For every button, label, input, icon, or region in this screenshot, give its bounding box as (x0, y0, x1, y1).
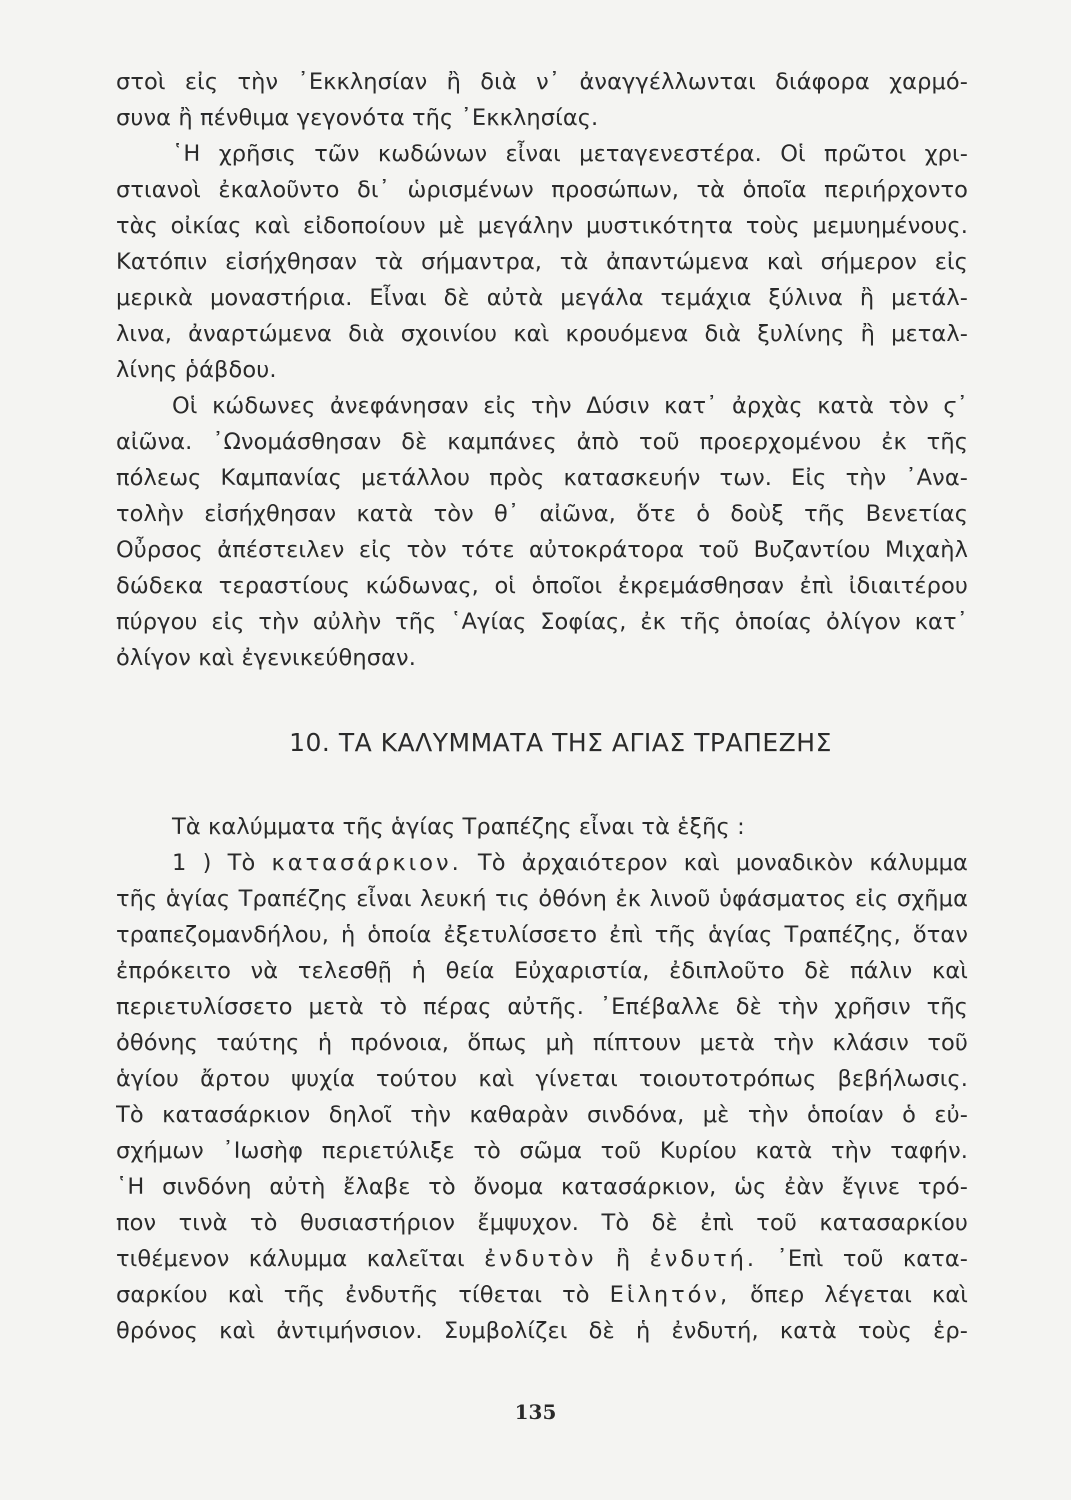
item-1-first-line (116, 845, 968, 881)
text-line: αἰῶνα. ᾿Ωνομάσθησαν δὲ καμπάνες ἀπὸ τοῦ προερχομένου ἐκ τῆς (116, 429, 968, 455)
text-line: ὀθόνης ταύτης ἡ πρόνοια, ὅπως μὴ πίπτουν μετὰ τὴν κλάσιν τοῦ (116, 1030, 968, 1056)
text-line: δώδεκα τεραστίους κώδωνας, οἱ ὁποῖοι ἐκρεμάσθησαν ἐπὶ ἰδιαιτέρου (116, 573, 968, 599)
text-line: Κατόπιν εἰσήχθησαν τὰ σήμαντρα, τὰ ἀπαντώμενα καὶ σήμερον εἰς (116, 249, 968, 275)
text-line: ῾Η σινδόνη αὐτὴ ἔλαβε τὸ ὄνομα κατασάρκιον, ὡς ἐὰν ἔγινε τρό- (116, 1174, 968, 1200)
text-line: συνα ἢ πένθιμα γεγονότα τῆς ᾿Εκκλησίας. (116, 105, 599, 131)
text-line: τραπεζομανδήλου, ἡ ὁποία ἐξετυλίσσετο ἐπὶ τῆς ἁγίας Τραπέζης, ὅταν (116, 922, 968, 948)
line-part: ἢ (596, 1246, 650, 1272)
intro-line: Τὰ καλύμματα τῆς ἁγίας Τραπέζης εἶναι τὰ ἑξῆς : (172, 814, 745, 840)
text-line: πύργου εἰς τὴν αὐλὴν τῆς ῾Αγίας Σοφίας, ἐκ τῆς ὁποίας ὀλίγον κατ᾿ (116, 609, 968, 635)
line-part: τιθέμενον κάλυμμα καλεῖται (116, 1246, 485, 1272)
text-line: ὀλίγον καὶ ἐγενικεύθησαν. (116, 645, 416, 671)
text-line: λινα, ἀναρτώμενα διὰ σχοινίου καὶ κρουόμενα διὰ ξυλίνης ἢ μεταλ- (116, 321, 968, 347)
bottom-text-block (116, 809, 968, 1349)
text-line: μερικὰ μοναστήρια. Εἶναι δὲ αὐτὰ μεγάλα τεμάχια ξύλινα ἢ μετάλ- (116, 285, 968, 311)
item-1-prefix: 1 ) Τὸ (172, 850, 272, 876)
text-line: στοὶ εἰς τὴν ᾿Εκκλησίαν ἢ διὰ ν᾿ ἀναγγέλλωνται διάφορα χαρμό- (116, 69, 968, 95)
item-1-term: κατασάρκιον. (271, 850, 462, 876)
text-line: θρόνος καὶ ἀντιμήνσιον. Συμβολίζει δὲ ἡ ἐνδυτή, κατὰ τοὺς ἑρ- (116, 1318, 968, 1344)
line-part: ὅπερ λέγεται καὶ (730, 1282, 968, 1308)
line-part: ᾿Επὶ τοῦ κατα- (757, 1246, 968, 1272)
text-line: στιανοὶ ἐκαλοῦντο δι᾿ ὡρισμένων προσώπων, τὰ ὁποῖα περιήρχοντο (116, 177, 968, 203)
text-line: πον τινὰ τὸ θυσιαστήριον ἔμψυχον. Τὸ δὲ ἐπὶ τοῦ κατασαρκίου (116, 1210, 968, 1236)
term-endyti: ἐνδυτή. (649, 1246, 758, 1272)
text-line-eiliton (116, 1277, 968, 1313)
text-line: σχήμων ᾿Ιωσὴφ περιετύλιξε τὸ σῶμα τοῦ Κυρίου κατὰ τὴν ταφήν. (116, 1138, 968, 1164)
term-endyton: ἐνδυτὸν (484, 1246, 597, 1272)
item-1-rest: Τὸ ἀρχαιότερον καὶ μοναδικὸν κάλυμμα (461, 850, 968, 876)
text-line: ἁγίου ἄρτου ψυχία τούτου καὶ γίνεται τοιουτοτρόπως βεβήλωσις. (116, 1066, 968, 1092)
text-line: Τὸ κατασάρκιον δηλοῖ τὴν καθαρὰν σινδόνα, μὲ τὴν ὁποίαν ὁ εὐ- (116, 1102, 968, 1128)
text-line: τολὴν εἰσήχθησαν κατὰ τὸν θ᾿ αἰῶνα, ὅτε ὁ δοὺξ τῆς Βενετίας (116, 501, 968, 527)
top-text-block (116, 64, 968, 676)
text-line-endyti (116, 1241, 968, 1277)
text-line: Οἱ κώδωνες ἀνεφάνησαν εἰς τὴν Δύσιν κατ᾿ ἀρχὰς κατὰ τὸν ϛ᾿ (172, 393, 968, 419)
term-eiliton: Εἱλητόν, (609, 1282, 731, 1308)
text-line: ἐπρόκειτο νὰ τελεσθῇ ἡ θεία Εὐχαριστία, ἐδιπλοῦτο δὲ πάλιν καὶ (116, 958, 968, 984)
line-part: σαρκίου καὶ τῆς ἐνδυτῆς τίθεται τὸ (116, 1282, 610, 1308)
text-line: λίνης ῥάβδου. (116, 357, 277, 383)
text-line: περιετυλίσσετο μετὰ τὸ πέρας αὐτῆς. ᾿Επέβαλλε δὲ τὴν χρῆσιν τῆς (116, 994, 968, 1020)
page-number: 135 (514, 1400, 557, 1424)
text-line: ῾Η χρῆσις τῶν κωδώνων εἶναι μεταγενεστέρα. Οἱ πρῶτοι χρι- (172, 141, 968, 167)
text-line: Οὖρσος ἀπέστειλεν εἰς τὸν τότε αὐτοκράτορα τοῦ Βυζαντίου Μιχαὴλ (116, 537, 968, 563)
section-heading: 10. ΤΑ ΚΑΛΥΜΜΑΤΑ ΤΗΣ ΑΓΙΑΣ ΤΡΑΠΕΖΗΣ (289, 728, 832, 757)
text-line: τὰς οἰκίας καὶ εἰδοποίουν μὲ μεγάλην μυστικότητα τοὺς μεμυημένους. (116, 213, 968, 239)
text-line: πόλεως Καμπανίας μετάλλου πρὸς κατασκευήν των. Εἰς τὴν ᾿Ανα- (116, 465, 968, 491)
text-line: τῆς ἁγίας Τραπέζης εἶναι λευκή τις ὀθόνη ἐκ λινοῦ ὑφάσματος εἰς σχῆμα (116, 886, 968, 912)
